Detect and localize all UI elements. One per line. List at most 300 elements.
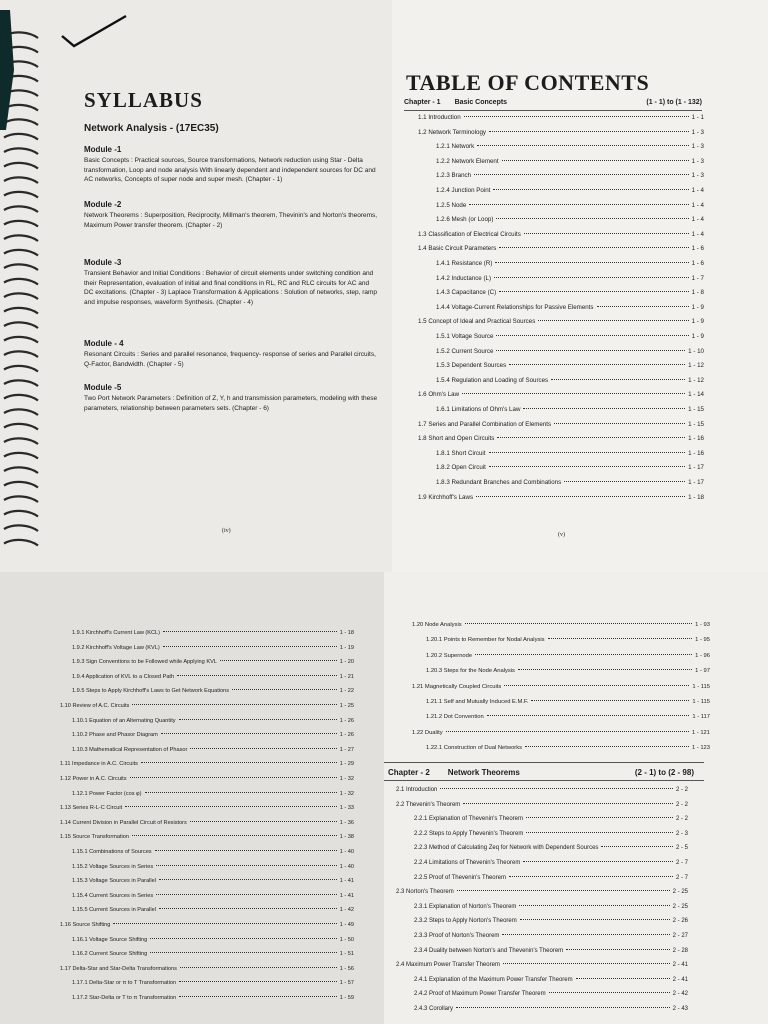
dot-leader bbox=[496, 335, 688, 336]
toc-entry-title: 1.6 Ohm's Law bbox=[418, 391, 460, 399]
toc-entry bbox=[436, 187, 704, 194]
dot-leader bbox=[566, 949, 670, 950]
toc-entry-title: 2.1 Introduction bbox=[396, 787, 438, 793]
toc-entry-page: 1 - 18 bbox=[688, 493, 704, 501]
toc-entry-title: 1.9.3 Sign Conventions to be Followed while Applying KVL bbox=[72, 659, 217, 666]
chapter-label: Chapter - 2 bbox=[388, 768, 430, 777]
toc-entry bbox=[414, 933, 688, 939]
module-3-title: Module -3 bbox=[84, 258, 122, 267]
toc-entry bbox=[72, 747, 354, 753]
dot-leader bbox=[496, 350, 685, 351]
toc-entry bbox=[60, 834, 354, 840]
toc-entry-title: 2.3.4 Duality between Norton's and Thevenin's Theorem bbox=[414, 947, 564, 954]
module-2-text: Network Theorems : Superposition, Reciprocity, Millman's theorem, Thevinin's and Norton's theorems, Maximum Power transfer theorem. (Chapter - 2) bbox=[84, 212, 378, 229]
toc-entry-page: 2 - 28 bbox=[672, 947, 688, 954]
toc-entry bbox=[60, 922, 354, 928]
toc-entry-page: 1 - 96 bbox=[695, 652, 710, 659]
toc-entry-title: 1.14 Current Division in Parallel Circuit of Resistors bbox=[60, 819, 187, 826]
toc-entry bbox=[72, 878, 354, 884]
table-of-contents-page bbox=[392, 0, 768, 572]
toc-entry bbox=[72, 849, 354, 855]
toc-entry-title: 1.7 Series and Parallel Combination of Elements bbox=[418, 420, 552, 428]
dot-leader bbox=[524, 233, 689, 234]
module-4-text: Resonant Circuits : Series and parallel resonance, frequency- response of series and Parallel circuits, Q-Factor, Bandwidth. (Chapter - 5) bbox=[84, 351, 376, 368]
toc-entry-title: 2.3 Norton's Theorem bbox=[396, 889, 454, 896]
toc-entry bbox=[436, 289, 704, 296]
toc-entry bbox=[72, 718, 354, 724]
toc-entry-title: 1.9 Kirchhoff's Laws bbox=[418, 493, 474, 501]
toc-entry-page: 1 - 115 bbox=[692, 699, 710, 705]
toc-entry-page: 1 - 9 bbox=[691, 303, 704, 311]
toc-entry-title: 1.8 Short and Open Circuits bbox=[418, 435, 495, 443]
toc-entry-page: 1 - 29 bbox=[339, 761, 354, 768]
toc-entry bbox=[418, 435, 704, 442]
toc-entry bbox=[414, 1006, 688, 1012]
dot-leader bbox=[469, 204, 688, 205]
syllabus-page bbox=[0, 0, 392, 572]
toc-entry-page: 1 - 59 bbox=[339, 995, 354, 1001]
toc-entry bbox=[436, 348, 704, 355]
toc-entry bbox=[436, 260, 704, 267]
dot-leader bbox=[493, 189, 688, 190]
toc-entry bbox=[436, 202, 704, 209]
dot-leader bbox=[502, 160, 689, 161]
toc-entry-title: 1.22.1 Construction of Dual Networks bbox=[426, 745, 523, 752]
toc-entry bbox=[436, 216, 704, 223]
toc-entry-title: 1.8.2 Open Circuit bbox=[436, 464, 486, 472]
toc-entry-page: 1 - 49 bbox=[339, 922, 354, 928]
toc-entry bbox=[414, 831, 688, 837]
toc-entry-page: 2 - 25 bbox=[672, 889, 688, 896]
toc-entry-title: 1.8.1 Short Circuit bbox=[436, 449, 486, 457]
toc-entry-page: 1 - 1 bbox=[691, 114, 704, 121]
dot-leader bbox=[476, 496, 685, 497]
toc-entry-title: 2.3.3 Proof of Norton's Theorem bbox=[414, 933, 500, 939]
toc-entry-title: 1.2.1 Network bbox=[436, 143, 475, 151]
toc-title: TABLE OF CONTENTS bbox=[406, 70, 650, 95]
toc-entry bbox=[60, 820, 354, 826]
toc-entry-page: 1 - 22 bbox=[339, 688, 354, 695]
toc-entry-page: 1 - 33 bbox=[339, 805, 354, 812]
toc-entry-title: 1.4.4 Voltage-Current Relationships for Passive Elements bbox=[436, 303, 594, 311]
dot-leader bbox=[150, 938, 336, 939]
toc-entry-page: 2 - 41 bbox=[672, 962, 688, 969]
dot-leader bbox=[499, 247, 688, 248]
toc-entry-title: 1.21.2 Dot Convention bbox=[426, 714, 484, 721]
toc-entry-page: 1 - 26 bbox=[339, 732, 354, 739]
toc-entry bbox=[72, 907, 354, 913]
toc-entry-title: 1.9.5 Steps to Apply Kirchhoff's Laws to Get Network Equations bbox=[72, 688, 230, 695]
toc-entry-page: 1 - 3 bbox=[691, 172, 704, 180]
toc-entry-title: 1.17.1 Delta-Star or π to T Transformation bbox=[72, 980, 177, 987]
toc-entry-page: 1 - 9 bbox=[691, 318, 704, 326]
dot-leader bbox=[509, 876, 673, 877]
dot-leader bbox=[464, 116, 689, 117]
toc-entry-title: 1.15.4 Current Sources in Series bbox=[72, 892, 154, 899]
toc-entry-title: 1.20 Node Analysis bbox=[412, 622, 462, 628]
module-3-text: Transient Behavior and Initial Conditions : Behavior of circuit elements under switching condition and their Representation, evaluation of initial and final conditions in RL, RC and RLC circuits for AC and DC excitations. (Chapter - 3) Laplace Transformation & Applications : Solution of networks, step, ramp and impulse responses, waveform Synthesis. (Chapter - 4) bbox=[84, 270, 377, 306]
toc-entry-title: 1.17.2 Star-Delta or T to π Transformation bbox=[72, 995, 177, 1001]
dot-leader bbox=[489, 452, 686, 453]
toc-entry-page: 1 - 21 bbox=[339, 673, 354, 680]
toc-entry-title: 1.5.1 Voltage Source bbox=[436, 333, 494, 340]
chapter-rule-top bbox=[384, 762, 704, 763]
toc-continued-left-page bbox=[0, 572, 384, 1024]
toc-entry-page: 1 - 14 bbox=[688, 391, 704, 399]
toc-entry-page: 1 - 50 bbox=[339, 936, 354, 943]
toc-entry-title: 1.16.2 Current Source Shifting bbox=[72, 951, 148, 958]
toc-entry-title: 1.15.3 Voltage Sources in Parallel bbox=[72, 878, 156, 885]
toc-entry-page: 1 - 3 bbox=[691, 128, 704, 136]
toc-entry-page: 1 - 6 bbox=[691, 245, 704, 253]
toc-entry-page: 1 - 32 bbox=[339, 790, 354, 797]
toc-entry-page: 1 - 93 bbox=[695, 622, 710, 628]
dot-leader bbox=[525, 746, 689, 747]
toc-entry-title: 1.6.1 Limitations of Ohm's Law bbox=[436, 406, 521, 413]
dot-leader bbox=[526, 832, 673, 833]
toc-entry-title: 1.20.3 Steps for the Node Analysis bbox=[426, 668, 515, 675]
toc-entry bbox=[436, 143, 704, 150]
toc-entry-title: 1.15.2 Voltage Sources in Series bbox=[72, 863, 154, 870]
toc-entry-page: 1 - 17 bbox=[688, 479, 704, 486]
toc-entry-page: 1 - 117 bbox=[692, 714, 710, 721]
toc-entry bbox=[414, 875, 688, 881]
toc-entry bbox=[418, 231, 704, 238]
toc-entry bbox=[426, 668, 710, 674]
toc-entry-page: 1 - 20 bbox=[339, 659, 354, 666]
toc-entry-title: 1.2.4 Junction Point bbox=[436, 187, 491, 194]
toc-entry bbox=[418, 129, 704, 136]
toc-entry-page: 1 - 97 bbox=[695, 668, 710, 675]
toc-entry-page: 1 - 25 bbox=[339, 703, 354, 709]
dot-leader bbox=[150, 952, 336, 953]
dot-leader bbox=[531, 700, 689, 701]
toc-entry bbox=[72, 732, 354, 738]
toc-entry bbox=[436, 377, 704, 384]
toc-entry-title: 1.5.3 Dependent Sources bbox=[436, 362, 507, 370]
toc-entry-page: 1 - 4 bbox=[691, 230, 704, 238]
dot-leader bbox=[496, 218, 688, 219]
dot-leader bbox=[549, 992, 670, 993]
toc-entry bbox=[412, 622, 710, 628]
toc-entry-title: 1.2.5 Node bbox=[436, 201, 467, 209]
dot-leader bbox=[499, 291, 688, 292]
toc-entry-page: 1 - 51 bbox=[339, 951, 354, 958]
dot-leader bbox=[518, 669, 692, 670]
toc-entry-title: 1.16 Source Shifting bbox=[60, 922, 111, 928]
toc-entry bbox=[418, 114, 704, 121]
dot-leader bbox=[113, 923, 336, 924]
toc-entry-page: 1 - 17 bbox=[688, 464, 704, 472]
toc-entry-page: 1 - 32 bbox=[339, 776, 354, 782]
toc-entry-page: 1 - 38 bbox=[339, 834, 354, 841]
dot-leader bbox=[489, 466, 685, 467]
dot-leader bbox=[489, 131, 689, 132]
toc-entry bbox=[72, 951, 354, 957]
toc-entry-title: 1.2.6 Mesh (or Loop) bbox=[436, 216, 494, 224]
toc-entry bbox=[72, 980, 354, 986]
toc-entry-page: 1 - 15 bbox=[688, 406, 704, 413]
dot-leader bbox=[509, 364, 685, 365]
dot-leader bbox=[156, 865, 337, 866]
toc-entry-title: 2.2.2 Steps to Apply Thevenin's Theorem bbox=[414, 830, 524, 837]
toc-entry bbox=[414, 977, 688, 983]
dot-leader bbox=[564, 481, 685, 482]
toc-entry bbox=[412, 684, 710, 690]
toc-entry-title: 2.3.1 Explanation of Norton's Theorem bbox=[414, 903, 517, 910]
toc-entry bbox=[418, 421, 704, 428]
dot-leader bbox=[179, 719, 337, 720]
dot-leader bbox=[551, 379, 685, 380]
toc-entry-title: 2.2.3 Method of Calculating Zeq for Network with Dependent Sources bbox=[414, 845, 599, 852]
dot-leader bbox=[159, 908, 337, 909]
chapter-range: (2 - 1) to (2 - 98) bbox=[634, 768, 694, 777]
toc-entry-title: 1.1 Introduction bbox=[418, 114, 461, 121]
dot-leader bbox=[494, 277, 689, 278]
toc-entry-title: 1.21 Magnetically Coupled Circuits bbox=[412, 683, 502, 690]
toc-entry bbox=[426, 745, 710, 751]
toc-entry-page: 2 - 43 bbox=[672, 1006, 688, 1012]
toc-entry-page: 1 - 40 bbox=[339, 849, 354, 855]
dot-leader bbox=[190, 821, 337, 822]
toc-entry bbox=[414, 860, 688, 866]
toc-entry bbox=[396, 802, 688, 808]
dot-leader bbox=[177, 675, 337, 676]
toc-entry-page: 2 - 7 bbox=[675, 874, 688, 881]
toc-entry bbox=[426, 699, 710, 705]
toc-entry bbox=[414, 948, 688, 954]
toc-entry-page: 1 - 6 bbox=[691, 260, 704, 267]
toc-entry bbox=[72, 630, 354, 636]
toc-entry bbox=[418, 391, 704, 398]
toc-entry bbox=[436, 333, 704, 340]
toc-entry-page: 1 - 4 bbox=[691, 187, 704, 194]
toc-entry bbox=[60, 966, 354, 972]
dot-leader bbox=[141, 762, 337, 763]
toc-entry-title: 1.22 Duality bbox=[412, 729, 443, 736]
toc-entry-title: 2.2 Thevenin's Theorem bbox=[396, 801, 461, 808]
toc-entry-title: 2.2.5 Proof of Thevenin's Theorem bbox=[414, 874, 506, 881]
toc-entry-page: 1 - 16 bbox=[688, 449, 704, 457]
toc-entry-title: 1.10.2 Phase and Phasor Diagram bbox=[72, 732, 158, 739]
toc-entry-title: 1.2 Network Terminology bbox=[418, 128, 486, 136]
toc-entry-title: 1.4 Basic Circuit Parameters bbox=[418, 245, 497, 253]
toc-entry bbox=[436, 275, 704, 282]
toc-entry-title: 2.4 Maximum Power Transfer Theorem bbox=[396, 962, 500, 969]
toc-continued-right-page bbox=[384, 572, 768, 1024]
dot-leader bbox=[519, 905, 669, 906]
toc-entry-page: 2 - 41 bbox=[672, 976, 688, 983]
dot-leader bbox=[457, 890, 670, 891]
toc-entry-page: 1 - 4 bbox=[691, 201, 704, 209]
dot-leader bbox=[463, 803, 673, 804]
dot-leader bbox=[601, 846, 673, 847]
toc-entry bbox=[414, 918, 688, 924]
toc-entry-page: 1 - 40 bbox=[339, 863, 354, 870]
chapter-2-header bbox=[388, 768, 694, 777]
dot-leader bbox=[495, 262, 688, 263]
toc-entry-title: 1.16.1 Voltage Source Shifting bbox=[72, 936, 148, 943]
toc-entry-page: 1 - 115 bbox=[692, 683, 710, 690]
toc-entry-page: 1 - 8 bbox=[691, 289, 704, 297]
toc-entry-title: 1.9.4 Application of KVL to a Closed Path bbox=[72, 673, 175, 680]
toc-entry bbox=[414, 991, 688, 997]
toc-entry-page: 2 - 5 bbox=[675, 845, 688, 852]
toc-entry bbox=[72, 674, 354, 680]
checkmark-icon bbox=[60, 14, 130, 50]
dot-leader bbox=[597, 306, 689, 307]
toc-entry-page: 2 - 27 bbox=[672, 933, 688, 939]
toc-entry-page: 1 - 41 bbox=[339, 878, 354, 885]
toc-entry bbox=[426, 653, 710, 659]
toc-entry bbox=[426, 714, 710, 720]
toc-entry-title: 1.12 Power in A.C. Circuits bbox=[60, 776, 127, 782]
dot-leader bbox=[130, 777, 337, 778]
toc-entry-page: 1 - 19 bbox=[339, 644, 354, 651]
dot-leader bbox=[161, 733, 337, 734]
module-5-text: Two Port Network Parameters : Definition of Z, Y, h and transmission parameters, modeling with these parameters, relationship between parameters sets. (Chapter - 6) bbox=[84, 395, 378, 412]
toc-entry-title: 1.5 Concept of Ideal and Practical Sources bbox=[418, 318, 536, 326]
toc-entry-title: 1.8.3 Redundant Branches and Combinations bbox=[436, 479, 562, 486]
spiral-binding bbox=[0, 10, 46, 550]
dot-leader bbox=[163, 631, 337, 632]
toc-entry-page: 1 - 27 bbox=[339, 746, 354, 753]
dot-leader bbox=[179, 996, 337, 997]
toc-entry bbox=[72, 688, 354, 694]
dot-leader bbox=[548, 638, 693, 639]
dot-leader bbox=[159, 879, 337, 880]
toc-entry-title: 1.5.4 Regulation and Loading of Sources bbox=[436, 376, 549, 384]
toc-entry-page: 2 - 2 bbox=[675, 787, 688, 793]
chapter-1-header bbox=[404, 99, 702, 106]
dot-leader bbox=[440, 788, 673, 789]
toc-entry-title: 2.4.3 Corollary bbox=[414, 1006, 454, 1012]
toc-entry-title: 1.12.1 Power Factor (cos φ) bbox=[72, 790, 142, 797]
course-code: Network Analysis - (17EC35) bbox=[84, 123, 219, 134]
toc-entry-title: 1.3 Classification of Electrical Circuits bbox=[418, 230, 521, 238]
toc-entry-page: 1 - 7 bbox=[691, 274, 704, 282]
dot-leader bbox=[475, 654, 692, 655]
dot-leader bbox=[446, 731, 689, 732]
dot-leader bbox=[538, 320, 688, 321]
toc-entry bbox=[436, 304, 704, 311]
toc-entry-page: 1 - 16 bbox=[688, 435, 704, 443]
module-5-title: Module -5 bbox=[84, 383, 122, 392]
toc-entry-page: 1 - 12 bbox=[688, 376, 704, 384]
toc-entry-page: 1 - 4 bbox=[691, 216, 704, 224]
toc-entry-title: 1.13 Series R-L-C Circuit bbox=[60, 805, 123, 812]
dot-leader bbox=[156, 894, 337, 895]
toc-entry-title: 2.3.2 Steps to Apply Norton's Theorem bbox=[414, 918, 517, 925]
dot-leader bbox=[180, 967, 337, 968]
chapter-rule-bottom bbox=[384, 780, 704, 781]
toc-entry-page: 1 - 41 bbox=[339, 892, 354, 899]
toc-entry bbox=[72, 937, 354, 943]
toc-entry-title: 1.10.1 Equation of an Alternating Quantity bbox=[72, 717, 176, 724]
toc-entry bbox=[60, 703, 354, 709]
chapter-name: Basic Concepts bbox=[454, 99, 508, 106]
toc-entry bbox=[72, 893, 354, 899]
dot-leader bbox=[523, 861, 673, 862]
toc-entry-title: 1.15.1 Combinations of Sources bbox=[72, 849, 152, 855]
toc-entry-title: 1.11 Impedance in A.C. Circuits bbox=[60, 761, 138, 768]
toc-entry-page: 1 - 123 bbox=[691, 745, 710, 752]
toc-entry bbox=[72, 645, 354, 651]
toc-entry-title: 1.5.2 Current Source bbox=[436, 347, 494, 355]
dot-leader bbox=[523, 408, 685, 409]
dot-leader bbox=[502, 934, 669, 935]
toc-entry bbox=[60, 805, 354, 811]
toc-entry-page: 1 - 3 bbox=[691, 143, 704, 151]
toc-entry bbox=[72, 659, 354, 665]
toc-entry bbox=[412, 730, 710, 736]
toc-entry bbox=[72, 995, 354, 1001]
toc-entry-page: 1 - 42 bbox=[339, 907, 354, 914]
toc-entry-title: 2.4.2 Proof of Maximum Power Transfer Theorem bbox=[414, 991, 546, 998]
module-1-text: Basic Concepts : Practical sources, Source transformations, Network reduction using Star - Delta transformation, Loop and node analysis With linearly dependent and independent sources for DC and AC networks, Concepts of super node and super mesh. (Chapter - 1) bbox=[84, 157, 376, 183]
toc-entry-page: 1 - 15 bbox=[688, 420, 704, 428]
toc-entry-page: 1 - 18 bbox=[339, 630, 354, 636]
toc-entry-title: 1.4.2 Inductance (L) bbox=[436, 274, 492, 282]
toc-entry bbox=[414, 816, 688, 822]
toc-entry-title: 1.4.3 Capacitance (C) bbox=[436, 289, 497, 297]
toc-entry bbox=[436, 158, 704, 165]
toc-entry-page: 2 - 42 bbox=[672, 991, 688, 998]
toc-entry-title: 1.21.1 Self and Mutually Induced E.M.F. bbox=[426, 699, 529, 705]
toc-entry-title: 1.20.2 Supernode bbox=[426, 652, 473, 659]
page-number: (iv) bbox=[222, 528, 231, 534]
toc-entry-page: 1 - 3 bbox=[691, 157, 704, 165]
toc-entry bbox=[436, 406, 704, 413]
toc-entry bbox=[418, 494, 704, 501]
toc-entry-title: 1.15.5 Current Sources in Parallel bbox=[72, 907, 156, 914]
dot-leader bbox=[145, 792, 337, 793]
toc-entry-page: 1 - 56 bbox=[339, 965, 354, 972]
page-number: (v) bbox=[558, 532, 565, 538]
module-2-title: Module -2 bbox=[84, 200, 122, 209]
dot-leader bbox=[526, 817, 673, 818]
toc-entry-page: 2 - 3 bbox=[675, 830, 688, 837]
toc-entry bbox=[418, 318, 704, 325]
toc-entry-title: 1.9.2 Kirchhoff's Voltage Law (KVL) bbox=[72, 644, 160, 651]
toc-entry bbox=[72, 791, 354, 797]
dot-leader bbox=[456, 1007, 670, 1008]
dot-leader bbox=[163, 646, 337, 647]
dot-leader bbox=[487, 715, 690, 716]
toc-entry-title: 1.17 Delta-Star and Star-Delta Transformations bbox=[60, 965, 177, 972]
syllabus-title: SYLLABUS bbox=[84, 88, 203, 112]
toc-entry-title: 1.15 Source Transformation bbox=[60, 834, 130, 841]
toc-entry-title: 1.10 Review of A.C. Circuits bbox=[60, 703, 130, 709]
dot-leader bbox=[465, 623, 693, 624]
dot-leader bbox=[179, 981, 337, 982]
toc-entry bbox=[436, 362, 704, 369]
module-1-title: Module -1 bbox=[84, 145, 122, 154]
toc-entry-page: 1 - 95 bbox=[695, 637, 710, 644]
toc-entry bbox=[60, 761, 354, 767]
toc-entry-title: 2.4.1 Explanation of the Maximum Power Transfer Theorem bbox=[414, 976, 573, 983]
toc-entry-page: 1 - 12 bbox=[688, 362, 704, 370]
dot-leader bbox=[474, 174, 689, 175]
dot-leader bbox=[554, 423, 685, 424]
toc-entry-title: 1.2.2 Network Element bbox=[436, 157, 499, 165]
toc-entry bbox=[396, 889, 688, 895]
toc-entry-title: 1.9.1 Kirchhoff's Current Law (KCL) bbox=[72, 630, 161, 636]
toc-entry-page: 1 - 26 bbox=[339, 717, 354, 724]
dot-leader bbox=[503, 963, 670, 964]
toc-entry-page: 2 - 2 bbox=[675, 816, 688, 823]
toc-entry-page: 1 - 57 bbox=[339, 980, 354, 987]
